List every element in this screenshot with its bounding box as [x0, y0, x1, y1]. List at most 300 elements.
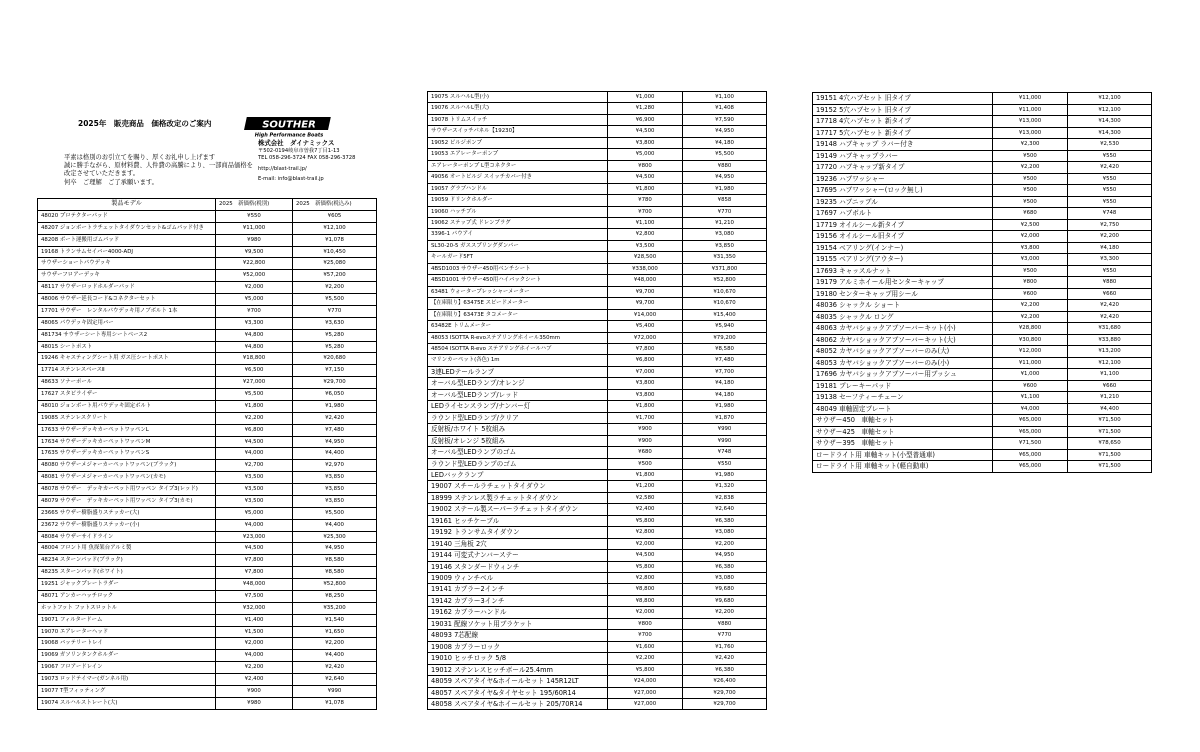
product-name-cell: 19009 ウィンチベル — [428, 573, 608, 584]
table-row — [428, 458, 767, 469]
price-in-tax-cell: ¥880 — [1068, 277, 1152, 289]
table-row — [428, 469, 767, 480]
table-row — [38, 329, 377, 341]
product-name-cell: 49056 オートビルジ スイッチカバー付き — [428, 172, 608, 183]
product-name-cell: LEDバックランプ — [428, 469, 608, 480]
price-ex-tax-cell: ¥27,000 — [608, 699, 683, 710]
price-table-3 — [812, 92, 1152, 473]
price-ex-tax-cell: ¥7,000 — [608, 366, 683, 377]
table-row — [38, 697, 377, 709]
notice-line: 改定させていただきます。 — [64, 170, 140, 178]
price-in-tax-cell: ¥20,680 — [293, 353, 377, 365]
table-row — [38, 222, 377, 234]
price-ex-tax-cell: ¥700 — [216, 305, 293, 317]
price-ex-tax-cell: ¥2,200 — [608, 653, 683, 664]
table-row — [38, 674, 377, 686]
price-in-tax-cell: ¥2,420 — [1068, 311, 1152, 323]
price-ex-tax-cell: ¥2,000 — [608, 538, 683, 549]
product-name-cell: 48057 スペアタイヤ&タイヤセット 195/60R14 — [428, 687, 608, 698]
table-row — [38, 353, 377, 365]
price-in-tax-cell: ¥4,180 — [683, 378, 767, 389]
table-row — [813, 288, 1152, 300]
price-ex-tax-cell: ¥2,300 — [993, 139, 1068, 151]
price-in-tax-cell: ¥990 — [683, 435, 767, 446]
price-in-tax-cell: ¥2,420 — [1068, 162, 1152, 174]
product-name-cell: 17697 ハブボルト — [813, 208, 993, 220]
price-in-tax-cell: ¥8,580 — [293, 567, 377, 579]
product-name-cell: 17719 オイルシール新タイプ — [813, 219, 993, 231]
price-in-tax-cell: ¥2,530 — [1068, 139, 1152, 151]
price-in-tax-cell: ¥3,080 — [683, 527, 767, 538]
product-name-cell: 48080 サウザーメジャーカーペットワッペン(ブラック) — [38, 460, 216, 472]
table-row — [813, 357, 1152, 369]
price-in-tax-cell: ¥3,850 — [293, 484, 377, 496]
price-ex-tax-cell: ¥9,700 — [608, 286, 683, 297]
price-ex-tax-cell: ¥1,000 — [993, 369, 1068, 381]
product-name-cell: 19152 5穴ハブセット 旧タイプ — [813, 104, 993, 116]
price-in-tax-cell: ¥1,980 — [683, 183, 767, 194]
price-in-tax-cell: ¥6,380 — [683, 561, 767, 572]
price-ex-tax-cell: ¥3,300 — [216, 317, 293, 329]
price-in-tax-cell: ¥2,420 — [293, 412, 377, 424]
price-ex-tax-cell: ¥5,000 — [216, 294, 293, 306]
table-row — [428, 149, 767, 160]
price-in-tax-cell: ¥3,850 — [293, 495, 377, 507]
price-ex-tax-cell: ¥3,800 — [608, 378, 683, 389]
table-row — [428, 504, 767, 515]
table-row — [38, 460, 377, 472]
product-name-cell: 反射板/オレンジ 5枚組み — [428, 435, 608, 446]
price-in-tax-cell: ¥3,300 — [1068, 254, 1152, 266]
table-row — [428, 389, 767, 400]
price-in-tax-cell: ¥2,838 — [683, 492, 767, 503]
price-ex-tax-cell: ¥5,800 — [608, 515, 683, 526]
price-ex-tax-cell: ¥338,000 — [608, 263, 683, 274]
product-name-cell: 17701 サウザー レンタルパウデッキ用ノブボルト 1本 — [38, 305, 216, 317]
table-row — [428, 137, 767, 148]
product-name-cell: 19142 カプラー3インチ — [428, 595, 608, 606]
product-name-cell: 19073 ロッドテイマー(ガンネル用) — [38, 674, 216, 686]
product-name-cell: 19156 オイルシール旧タイプ — [813, 231, 993, 243]
table-row — [428, 481, 767, 492]
price-ex-tax-cell: ¥1,600 — [608, 641, 683, 652]
price-ex-tax-cell: ¥500 — [993, 173, 1068, 185]
price-ex-tax-cell: ¥22,800 — [216, 258, 293, 270]
price-in-tax-cell: ¥9,680 — [683, 584, 767, 595]
product-name-cell: 17718 4穴ハブセット 新タイプ — [813, 116, 993, 128]
product-name-cell: 19069 ガソリンタンクホルダー — [38, 650, 216, 662]
price-ex-tax-cell: ¥2,800 — [608, 527, 683, 538]
price-ex-tax-cell: ¥1,200 — [608, 481, 683, 492]
product-name-cell: サウザースイッチパネル【19230】 — [428, 126, 608, 137]
table-row — [38, 436, 377, 448]
price-in-tax-cell: ¥4,950 — [293, 436, 377, 448]
price-in-tax-cell: ¥990 — [293, 685, 377, 697]
product-name-cell: 19067 フロアードレイン — [38, 662, 216, 674]
price-ex-tax-cell: ¥4,800 — [216, 341, 293, 353]
price-in-tax-cell: ¥2,420 — [1068, 300, 1152, 312]
price-ex-tax-cell: ¥3,800 — [608, 389, 683, 400]
price-in-tax-cell: ¥3,080 — [683, 229, 767, 240]
table-row — [428, 332, 767, 343]
price-ex-tax-cell: ¥65,000 — [993, 461, 1068, 473]
product-name-cell: 19149 ハブキャップラバー — [813, 150, 993, 162]
price-ex-tax-cell: ¥3,500 — [216, 472, 293, 484]
price-in-tax-cell: ¥5,500 — [293, 507, 377, 519]
product-name-cell: 19008 カプラーロック — [428, 641, 608, 652]
price-in-tax-cell: ¥52,800 — [683, 275, 767, 286]
table-row — [428, 263, 767, 274]
product-name-cell: 48079 サウザー デッキカーペット用ワッペン タイプ3(カモ) — [38, 495, 216, 507]
price-in-tax-cell: ¥550 — [1068, 196, 1152, 208]
table-row — [38, 650, 377, 662]
table-row — [428, 298, 767, 309]
product-name-cell: 19181 プレーキーパッド — [813, 380, 993, 392]
table-row — [813, 380, 1152, 392]
table-row — [813, 265, 1152, 277]
product-name-cell: 19138 セーフティーチェーン — [813, 392, 993, 404]
price-ex-tax-cell: ¥800 — [993, 277, 1068, 289]
product-name-cell: 反射板/ホワイト 5枚組み — [428, 424, 608, 435]
table-row — [38, 424, 377, 436]
price-ex-tax-cell: ¥65,000 — [993, 426, 1068, 438]
product-name-cell: 63481 ウォータープレッシャーメーター — [428, 286, 608, 297]
price-in-tax-cell: ¥10,670 — [683, 298, 767, 309]
product-name-cell: 19140 三角板 2穴 — [428, 538, 608, 549]
product-name-cell: 4BSD1003 サウザー450用ベンチシート — [428, 263, 608, 274]
price-in-tax-cell: ¥550 — [1068, 150, 1152, 162]
company-url[interactable]: http://blast-trail.jp/ — [258, 165, 307, 172]
price-ex-tax-cell: ¥3,800 — [993, 242, 1068, 254]
price-ex-tax-cell: ¥980 — [216, 234, 293, 246]
table-row — [428, 435, 767, 446]
price-in-tax-cell: ¥5,940 — [683, 321, 767, 332]
price-ex-tax-cell: ¥3,500 — [216, 484, 293, 496]
notice-text — [64, 154, 253, 187]
product-name-cell: 19075 スルハルL型(小) — [428, 92, 608, 103]
col-header-model: 製品モデル — [38, 199, 216, 211]
price-in-tax-cell: ¥5,500 — [683, 149, 767, 160]
price-ex-tax-cell: ¥1,100 — [993, 392, 1068, 404]
product-name-cell: 3連LEDテールランプ — [428, 366, 608, 377]
price-ex-tax-cell: ¥700 — [608, 630, 683, 641]
price-in-tax-cell: ¥1,980 — [683, 469, 767, 480]
price-in-tax-cell: ¥31,350 — [683, 252, 767, 263]
product-name-cell: 63482E トリムメーター — [428, 321, 608, 332]
notice-line: 何卒 ご理解 ご了承願います。 — [64, 178, 158, 186]
price-ex-tax-cell: ¥48,000 — [608, 275, 683, 286]
svg-text:SOUTHER: SOUTHER — [262, 119, 316, 131]
page-title: 2025年 販売商品 価格改定のご案内 — [78, 119, 212, 128]
table-row — [428, 252, 767, 263]
price-in-tax-cell: ¥2,200 — [683, 538, 767, 549]
price-in-tax-cell: ¥7,590 — [683, 114, 767, 125]
price-in-tax-cell: ¥4,950 — [683, 172, 767, 183]
price-in-tax-cell: ¥8,580 — [683, 343, 767, 354]
price-in-tax-cell: ¥748 — [683, 447, 767, 458]
price-ex-tax-cell: ¥27,000 — [608, 687, 683, 698]
product-name-cell: サウザー395 車軸セット — [813, 438, 993, 450]
table-row — [428, 366, 767, 377]
price-ex-tax-cell: ¥13,000 — [993, 116, 1068, 128]
table-row — [38, 412, 377, 424]
price-in-tax-cell: ¥3,630 — [293, 317, 377, 329]
price-ex-tax-cell: ¥13,000 — [993, 127, 1068, 139]
table-row — [428, 412, 767, 423]
product-name-cell: 19151 4穴ハブセット 旧タイプ — [813, 93, 993, 105]
product-name-cell: 19068 バッテリートレイ — [38, 638, 216, 650]
product-name-cell: 17634 サウザーデッキカーペットワッペンM — [38, 436, 216, 448]
table-row — [38, 638, 377, 650]
product-name-cell: 48053 カヤバショックアブソーバーのみ(小) — [813, 357, 993, 369]
price-in-tax-cell: ¥550 — [1068, 173, 1152, 185]
price-ex-tax-cell: ¥1,280 — [608, 103, 683, 114]
price-in-tax-cell: ¥4,400 — [293, 650, 377, 662]
product-name-cell: サウザーフロアーデッキ — [38, 270, 216, 282]
price-ex-tax-cell: ¥11,000 — [993, 357, 1068, 369]
price-ex-tax-cell: ¥4,500 — [216, 436, 293, 448]
price-in-tax-cell: ¥9,680 — [683, 595, 767, 606]
product-name-cell: 19077 T型フィッティング — [38, 685, 216, 697]
price-ex-tax-cell: ¥500 — [993, 265, 1068, 277]
price-in-tax-cell: ¥1,100 — [683, 92, 767, 103]
price-in-tax-cell: ¥29,700 — [683, 687, 767, 698]
price-table-1 — [37, 198, 377, 710]
table-row — [428, 515, 767, 526]
table-row — [38, 590, 377, 602]
price-in-tax-cell: ¥880 — [683, 618, 767, 629]
price-in-tax-cell: ¥1,408 — [683, 103, 767, 114]
price-in-tax-cell: ¥14,300 — [1068, 127, 1152, 139]
price-ex-tax-cell: ¥30,800 — [993, 334, 1068, 346]
price-ex-tax-cell: ¥5,800 — [608, 561, 683, 572]
table-row — [38, 400, 377, 412]
company-email[interactable]: E-mail: info@blast-trail.jp — [258, 176, 324, 183]
price-ex-tax-cell: ¥600 — [993, 288, 1068, 300]
price-ex-tax-cell: ¥1,800 — [608, 469, 683, 480]
product-name-cell: 19060 ハッチプル — [428, 206, 608, 217]
product-name-cell: 19155 ベアリング(アウター) — [813, 254, 993, 266]
product-name-cell: 19144 可変式ナンバーステー — [428, 550, 608, 561]
table-row — [813, 162, 1152, 174]
product-name-cell: サウザー425 車軸セット — [813, 426, 993, 438]
price-in-tax-cell: ¥8,580 — [293, 555, 377, 567]
product-name-cell: キールガード5FT — [428, 252, 608, 263]
price-ex-tax-cell: ¥2,200 — [993, 162, 1068, 174]
table-row — [428, 699, 767, 710]
product-name-cell: 19179 アルミホイール用センターキャップ — [813, 277, 993, 289]
product-name-cell: 19246 キャスティングシート用 ガス圧シートポスト — [38, 353, 216, 365]
table-row — [813, 254, 1152, 266]
price-ex-tax-cell: ¥11,000 — [993, 104, 1068, 116]
table-row — [428, 618, 767, 629]
product-name-cell: 48063 カヤバショックアブソーバーキット(小) — [813, 323, 993, 335]
table-row — [38, 614, 377, 626]
price-in-tax-cell: ¥2,200 — [293, 282, 377, 294]
col-header-new-price: 2025 新価格(税込み) — [293, 199, 377, 211]
table-row — [428, 343, 767, 354]
table-row — [428, 355, 767, 366]
price-ex-tax-cell: ¥2,000 — [216, 282, 293, 294]
company-address: 〒502-0194岐阜市曽我7丁目1-13 — [258, 147, 340, 154]
product-name-cell: 19251 ジャックプレートラダー — [38, 579, 216, 591]
price-in-tax-cell: ¥2,640 — [293, 674, 377, 686]
price-ex-tax-cell: ¥700 — [608, 206, 683, 217]
col-header-old-price: 2025 新価格(税別) — [216, 199, 293, 211]
price-in-tax-cell: ¥13,200 — [1068, 346, 1152, 358]
product-name-cell: 19076 スルハルL型(大) — [428, 103, 608, 114]
logo-graphic — [243, 116, 335, 138]
price-table-2 — [427, 91, 767, 710]
price-in-tax-cell: ¥550 — [1068, 185, 1152, 197]
product-name-cell: ラウンド型LEDランプ/クリア — [428, 412, 608, 423]
price-in-tax-cell: ¥2,750 — [1068, 219, 1152, 231]
price-in-tax-cell: ¥858 — [683, 195, 767, 206]
price-ex-tax-cell: ¥32,000 — [216, 602, 293, 614]
price-ex-tax-cell: ¥27,000 — [216, 377, 293, 389]
price-in-tax-cell: ¥33,880 — [1068, 334, 1152, 346]
price-in-tax-cell: ¥770 — [683, 630, 767, 641]
price-ex-tax-cell: ¥24,000 — [608, 676, 683, 687]
price-ex-tax-cell: ¥28,800 — [993, 323, 1068, 335]
table-row — [428, 126, 767, 137]
table-row — [38, 507, 377, 519]
table-row — [428, 595, 767, 606]
price-ex-tax-cell: ¥9,700 — [608, 298, 683, 309]
price-in-tax-cell: ¥10,450 — [293, 246, 377, 258]
price-ex-tax-cell: ¥4,800 — [216, 329, 293, 341]
product-name-cell: 17633 サウザーデッキカーペットワッペンL — [38, 424, 216, 436]
table-row — [428, 664, 767, 675]
price-in-tax-cell: ¥7,700 — [683, 366, 767, 377]
price-ex-tax-cell: ¥3,500 — [608, 240, 683, 251]
price-in-tax-cell: ¥6,380 — [683, 664, 767, 675]
product-name-cell: 19053 エアレーターポンプ — [428, 149, 608, 160]
product-name-cell: 48059 スペアタイヤ&ホイールセット 145R12LT — [428, 676, 608, 687]
product-name-cell: 23665 サウザー樹脂盛りステッカー(大) — [38, 507, 216, 519]
table-row — [813, 300, 1152, 312]
price-ex-tax-cell: ¥6,500 — [216, 365, 293, 377]
table-row — [813, 127, 1152, 139]
table-row — [813, 116, 1152, 128]
price-in-tax-cell: ¥4,180 — [683, 137, 767, 148]
price-ex-tax-cell: ¥800 — [608, 618, 683, 629]
price-in-tax-cell: ¥1,760 — [683, 641, 767, 652]
price-ex-tax-cell: ¥2,700 — [216, 460, 293, 472]
product-name-cell: マリンカーペット(各色) 1m — [428, 355, 608, 366]
price-ex-tax-cell: ¥1,500 — [216, 626, 293, 638]
table-row — [813, 311, 1152, 323]
table-row — [428, 630, 767, 641]
price-in-tax-cell: ¥1,980 — [683, 401, 767, 412]
product-name-cell: 4BSD1001 サウザー450用ハイバックシート — [428, 275, 608, 286]
table-row — [813, 323, 1152, 335]
table-row — [38, 305, 377, 317]
table-row — [428, 378, 767, 389]
table-row — [428, 172, 767, 183]
table-row — [428, 550, 767, 561]
product-name-cell: 48071 アンカーハッチロック — [38, 590, 216, 602]
price-in-tax-cell: ¥4,180 — [683, 389, 767, 400]
price-in-tax-cell: ¥5,500 — [293, 294, 377, 306]
price-in-tax-cell: ¥1,078 — [293, 697, 377, 709]
table-row — [38, 579, 377, 591]
product-name-cell: 19031 配線ソケット用ブラケット — [428, 618, 608, 629]
brand-logo — [243, 116, 335, 136]
price-ex-tax-cell: ¥1,400 — [216, 614, 293, 626]
product-name-cell: 48504 ISOTTA R-evo ステアリングホイールハブ — [428, 343, 608, 354]
price-in-tax-cell: ¥2,640 — [683, 504, 767, 515]
price-ex-tax-cell: ¥2,200 — [216, 412, 293, 424]
price-ex-tax-cell: ¥1,800 — [216, 400, 293, 412]
price-ex-tax-cell: ¥4,500 — [608, 172, 683, 183]
price-ex-tax-cell: ¥5,000 — [216, 507, 293, 519]
table-row — [428, 584, 767, 595]
product-name-cell: 19012 ステンレスヒッチボール25.4mm — [428, 664, 608, 675]
price-in-tax-cell: ¥7,480 — [683, 355, 767, 366]
product-name-cell: 17696 カヤバショックアブソーバー用ブッシュ — [813, 369, 993, 381]
price-in-tax-cell: ¥57,200 — [293, 270, 377, 282]
product-name-cell: 19192 トランサムタイダウン — [428, 527, 608, 538]
price-in-tax-cell: ¥4,950 — [683, 126, 767, 137]
product-name-cell: 48058 スペアタイヤ&ホイールセット 205/70R14 — [428, 699, 608, 710]
product-name-cell: 48235 スターンパッド(ホワイト) — [38, 567, 216, 579]
price-in-tax-cell: ¥5,280 — [293, 329, 377, 341]
price-ex-tax-cell: ¥1,100 — [608, 217, 683, 228]
price-ex-tax-cell: ¥2,500 — [993, 219, 1068, 231]
price-in-tax-cell: ¥79,200 — [683, 332, 767, 343]
price-in-tax-cell: ¥1,100 — [1068, 369, 1152, 381]
product-name-cell: エアレーターポンプ L型コネクター — [428, 160, 608, 171]
table-row — [38, 567, 377, 579]
price-ex-tax-cell: ¥3,000 — [993, 254, 1068, 266]
table-row — [38, 531, 377, 543]
price-in-tax-cell: ¥748 — [1068, 208, 1152, 220]
product-name-cell: 17714 ステンレスベースⅡ — [38, 365, 216, 377]
table-row — [428, 424, 767, 435]
table-row — [428, 92, 767, 103]
price-in-tax-cell: ¥2,420 — [293, 662, 377, 674]
price-in-tax-cell: ¥880 — [683, 160, 767, 171]
price-ex-tax-cell: ¥500 — [993, 150, 1068, 162]
notice-line: 平素は格別のお引立てを賜り、厚くお礼申し上げます — [64, 154, 216, 161]
price-in-tax-cell: ¥25,300 — [293, 531, 377, 543]
product-name-cell: 19161 ヒッチケーブル — [428, 515, 608, 526]
price-in-tax-cell: ¥71,500 — [1068, 426, 1152, 438]
price-ex-tax-cell: ¥11,000 — [216, 222, 293, 234]
table-row — [38, 234, 377, 246]
price-ex-tax-cell: ¥1,000 — [608, 92, 683, 103]
price-ex-tax-cell: ¥2,400 — [216, 674, 293, 686]
price-ex-tax-cell: ¥4,500 — [608, 126, 683, 137]
table-row — [428, 309, 767, 320]
table-row — [813, 438, 1152, 450]
table-row — [428, 160, 767, 171]
price-ex-tax-cell: ¥4,000 — [993, 403, 1068, 415]
table-row — [428, 447, 767, 458]
product-name-cell: 48049 車軸固定プレート — [813, 403, 993, 415]
price-ex-tax-cell: ¥2,200 — [216, 662, 293, 674]
product-name-cell: 19052 ビルジポンプ — [428, 137, 608, 148]
price-in-tax-cell: ¥1,078 — [293, 234, 377, 246]
product-name-cell: 48234 スターンパッド(ブラック) — [38, 555, 216, 567]
svg-text:High Performance Boats: High Performance Boats — [254, 132, 324, 138]
price-in-tax-cell: ¥2,970 — [293, 460, 377, 472]
price-in-tax-cell: ¥78,650 — [1068, 438, 1152, 450]
price-ex-tax-cell: ¥12,000 — [993, 346, 1068, 358]
price-in-tax-cell: ¥1,650 — [293, 626, 377, 638]
table-row — [428, 561, 767, 572]
